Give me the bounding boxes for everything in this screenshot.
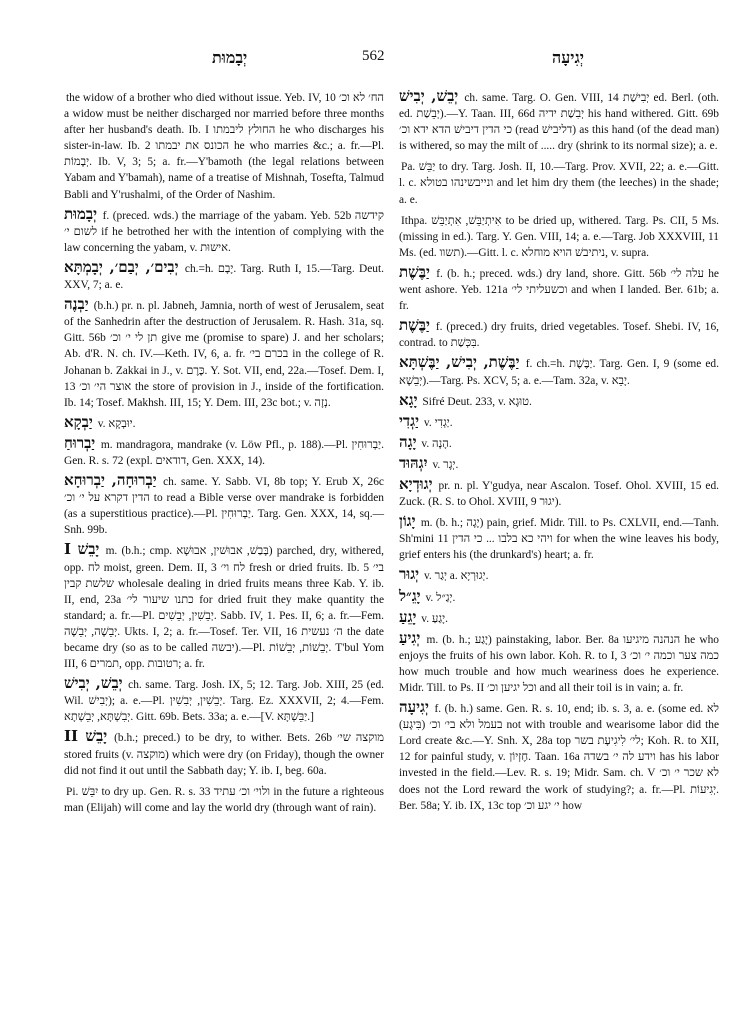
entry-text: f. (preced. wds.) the marriage of the yabam. Yeb. 52b קידשה לשום י׳ if he betrothed her with the intention of complying with the law concerning the yabam, v. אישוּת. [64, 209, 384, 254]
entry-text: m. (b. h.; יָגַע) painstaking, labor. Ber. 8a הנהנה מיגיעו he who enjoys the fruits of his own labor. Koh. R. to I, 3 כמה צער וכמה י׳ וכ׳ how much trouble and how much weariness does he experience. Midr. Till. to Ps. II וכל יגיען וכ׳ and all their toil is in vain; a. fr. [399, 633, 719, 694]
entry-text: m. (b.h.; cmp. בָּבַשׁ, אבוּשׁין, אבוּשָׁא) parched, dry, withered, opp. לח moist, green. Dem. II, 3 לח וי׳ fresh or dried fruits. Ib. 5 בי׳ שלשת קבין wholesale dealing in dried fruits means three Kab. Y. ib. II, end, 23a כתנו שיעור לי׳ for dried fruit they make quantity the standard; a. fr.—Pl. יְבֵשִׁין, יְבֵשִׁים. Sabb. IV, 1. Pes. II, 6; a. fr.—Fem. יְבֵשָׁה, יְבֵשָׁה. Ukts. I, 2; a. fr.—Tosef. Ter. VII, 16 ה׳ נעשית the date became dry (so as to be called יבשה).—Pl. יְבֵשׁוֹת, יְבֵשׁוֹת. T'bul Yom III, 6 תמרים, opp. רטובות; a. fr. [64, 545, 385, 671]
entry-headword: יְבִים׳, יְבַם׳, יְבָמְתָּא [64, 257, 179, 276]
entry-text: Sifré Deut. 233, v. טוּגָא. [422, 395, 532, 408]
entry-text: f. (b. h.) same. Gen. R. s. 10, end; ib. s. 3, a. e. (some ed. לא בעמל ולא בי׳ וכ׳ (בִּיגָע) not with trouble and wearisome labor did the Lord create &c.—Y. Snh. X, 28a top לי׳ לִיגִיעָת בשר; Koh. R. to XII, 12 for painful study, v. חֶזְיוֹן. Taan. 16a וידע לה י׳ בשדה has his labor invested in the field.—Lev. R. s. 19; Midr. Sam. ch. V לא שכר י׳ וכ׳ does not the Lord reward the work of studying?; a. fr.—Pl. יְגִיעוֹת. Ber. 58a; Y. ib. IX, 13c top י׳ יגע וכ׳ how [399, 703, 719, 812]
dictionary-entry [399, 513, 719, 563]
entry-text: v. יַגְדִי. [423, 416, 453, 429]
dictionary-entry [64, 435, 384, 469]
entry-headword: יַגְדִי [399, 411, 420, 430]
entry-headword: יַבְרוּחָה, יַבְרוּחָא [64, 471, 157, 490]
dictionary-entry [399, 476, 719, 510]
entry-headword: יְגִיעָה [399, 698, 429, 717]
entry-headword: יָגוֹן [399, 512, 416, 531]
entry-text: Ithpa. אִיתְיַבֵּשׁ, אִתְיַבֵּשׁ to be dried up, withered. Targ. Ps. CII, 5 Ms. (missing in ed.). Targ. Y. Gen. VIII, 14; a. e.—Targ. Job XXXVIII, 11 Ms. (ed. תשוו).—Gitt. l. c. ניתיבשׁ הויא מוחלא, v. supra. [399, 214, 719, 259]
dictionary-entry [64, 782, 384, 816]
page-number: 562 [362, 48, 385, 64]
entry-headword: יְבֵשׁ, יְבִישׁ [64, 674, 123, 693]
entry-headword: יַבְנֶה [64, 295, 89, 314]
dictionary-entry [399, 392, 719, 410]
dictionary-entry [399, 354, 719, 388]
dictionary-entry [399, 455, 719, 473]
entry-headword: יַבֶּשֶׁת [399, 262, 430, 281]
dictionary-entry [64, 259, 384, 293]
dictionary-entry [399, 264, 719, 314]
entry-headword: יְבָמוּת [64, 204, 98, 223]
entry-text: v. יוּבְקָא. [97, 417, 136, 430]
entry-text: f. (b. h.; preced. wds.) dry land, shore. Gitt. 56b עלה לי׳ he went ashore. Yeb. 121a וכשעליתי לי׳ and when I landed. Ber. 61b; a. fr. [399, 267, 719, 313]
entry-text: v. הָנָה. [421, 437, 452, 450]
left-running-head: יְבָמוּת [212, 48, 248, 67]
dictionary-entry [64, 675, 384, 725]
entry-headword: יְגוּדְיָא [399, 474, 433, 493]
entry-text: f. (preced.) dry fruits, dried vegetables. Tosef. Shebi. IV, 16, contrad. to בִּכְּשַׁת. [399, 321, 719, 350]
dictionary-entry [64, 472, 384, 538]
left-column [64, 88, 384, 819]
entry-text: the widow of a brother who died without issue. Yeb. IV, 10 הח׳ לא וכ׳ a widow must be neither discharged nor married before three months after her husband's death. Ib. I החולץ ליבמתו he who discharges his sister-in-law. Ib. 2 הכונס את יבמתו he who marries &c.; a. fr.—Pl. יְבָמוֹת. Ib. V, 3; 5; a. fr.—Y'bamoth (the legal relations between Yabam and Y'bamah), name of a treatise of Mishnah, Tosefta, Talmud Babli and Y'rushalmi, of the Order of Nashim. [64, 92, 384, 201]
entry-headword: יַבֶּשֶׁת, יְבִישׁ, יַבֶּשְׁתָּא [399, 353, 520, 372]
dictionary-entry [64, 728, 384, 778]
entry-text: m. mandragora, mandrake (v. Löw Pfl., p. 188).—Pl. יַבְרוּחִין. Gen. R. s. 72 (expl. דודאים, Gen. XXX, 14). [64, 438, 385, 467]
entry-text: f. ch.=h. יַבֶּשֶׁת. Targ. Gen. I, 9 (some ed. יְבֵשָׁא).—Targ. Ps. XCV, 5; a. e.—Tam. 32a, v. יָבֵא. [399, 358, 719, 387]
entry-text: ch.=h. יָבָם. Targ. Ruth I, 15.—Targ. Deut. XXV, 7; a. e. [64, 262, 384, 292]
entry-headword: יָגֵעַ [399, 607, 417, 626]
entry-text: ch. same. Targ. Josh. IX, 5; 12. Targ. Job. XIII, 25 (ed. Wil. יְבִישׁ); a. e.—Pl. יְבֵשִׁין, יְבִשִׁין. Targ. Ez. XXXVII, 2; 4.—Fem. יְבִשְׁתָּא, יְבֵשְׁתָא. Gitt. 69b. Bets. 33a; a. e.—[V. יַבֵּשְׁתָּא.] [64, 679, 385, 724]
right-running-head: יְגִיעָה [552, 48, 584, 67]
dictionary-entry [399, 211, 719, 261]
entry-text: v. יְגָר. [432, 458, 459, 471]
entry-text: m. (b. h.; יָגָה) pain, grief. Midr. Till. to Ps. CXLVII, end.—Tanh. Sh'mini 11 ויהי כא בלבו ... כי הדין for when the wine leaves his body, grief enters his (the drunkard's) heart; a. fr. [399, 517, 720, 562]
entry-text: ch. same. Targ. O. Gen. VIII, 14 יְבִישַׁת ed. Berl. (oth. ed. יְבֵשַׁת).—Y. Taan. III, 66d יְבִשַׁת ידיה his hand withered. Gitt. 69b כי הדין דיבישׁ הדא ידא וכ׳ (read דליבישׁ) as this hand (of the dead man) is withered, so may the milt of ..... dry (shrink to its normal size); a. e. [399, 92, 720, 153]
entry-text: v. יְגַר a. יְגוּרְיָא. [423, 570, 489, 583]
entry-headword: יַבְרוּחַ [64, 433, 96, 452]
dictionary-entry [64, 206, 384, 256]
entry-text: (b.h.; preced.) to be dry, to wither. Bets. 26b מוקצה שי׳ stored fruits (v. מוקצה) which were dry (on Friday), though the owner did not find it out until the Sabbath day; Y. ib. I, beg. 60a. [64, 732, 385, 777]
dictionary-entry [399, 609, 719, 627]
dictionary-entry [399, 699, 719, 814]
dictionary-entry [399, 434, 719, 452]
entry-headword: יָגָא [399, 390, 418, 409]
entry-headword: יִגְהּוּד [399, 453, 428, 472]
right-column [399, 88, 719, 817]
entry-headword: יָבֵשׁ II [64, 727, 108, 746]
entry-text: ch. same. Y. Sabb. VI, 8b top; Y. Erub X, 26c הדין דקרא על י׳ וכ׳ to read a Bible verse over mandrake is forbidden (as a superstitious practice).—Pl. יַבְרוּחִין. Targ. Gen. XXX, 14, sq.—Snh. 99b. [64, 476, 384, 537]
entry-text: Pa. יַבֵּשׁ to dry. Targ. Josh. II, 10.—Targ. Prov. XVII, 22; a. e.—Gitt. l. c. ונייבשינהו בטולא and let him dry them (the leeches) in the shade; a. e. [399, 161, 719, 206]
dictionary-entry [399, 157, 719, 207]
dictionary-entry [399, 88, 719, 154]
entry-text: Pi. יִבֵּשׁ to dry up. Gen. R. s. 33 ולוי׳ וכ׳ עתיד in the future a righteous man (Elijah) will come and lay the world dry (through want of rain). [64, 785, 384, 814]
page-header [62, 48, 708, 70]
entry-headword: יַבְקָא [64, 412, 93, 431]
entry-text: v. יְגַ״ל. [425, 591, 456, 604]
dictionary-entry [399, 413, 719, 431]
dictionary-entry [64, 541, 384, 672]
dictionary-entry [399, 566, 719, 584]
entry-headword: יָגֵ״ל [399, 586, 421, 605]
entry-headword: יְגִיעַ [399, 628, 421, 647]
entry-text: pr. n. pl. Y'gudya, near Ascalon. Tosef. Ohol. XVIII, 15 ed. Zuck. (R. S. to Ohol. XVIII, 9 יגוּר). [399, 479, 719, 509]
dictionary-entry [64, 88, 384, 203]
dictionary-entry [64, 414, 384, 432]
entry-headword: יַבֶּשֶׁת [399, 316, 430, 335]
entry-headword: יָבֵשׁ I [64, 540, 100, 559]
dictionary-entry [64, 296, 384, 411]
dictionary-entry [399, 317, 719, 351]
entry-headword: יְבֵשׁ, יְבִישׁ [399, 87, 459, 105]
dictionary-entry [399, 588, 719, 606]
dictionary-entry [399, 630, 719, 696]
entry-text: (b.h.) pr. n. pl. Jabneh, Jamnia, north of west of Jerusalem, seat of the Sanhedrin after the destruction of Jerusalem. R. Hash. 31a, sq. Gitt. 56b תן לי י׳ וכ׳ give me (promise to spare) J. and her scholars; Ab. d'R. N. ch. IV.—Keth. IV, 6, a. fr. בכרם בי׳ in the college of R. Johanan b. Zakkai in J., v. כֶּרֶם. Y. Sot. VII, end, 22a.—Tosef. Dem. I, 13 אוצר הי׳ וכ׳ the store of provision in J., inside of the fortification. Ib. 14; Tosef. Makhsh. III, 15; Y. Dem. III, 23c bot.; v. נְזָה. [64, 300, 385, 409]
entry-headword: יְגוּר [399, 565, 420, 584]
entry-text: v. יָגַעַ. [421, 612, 448, 625]
entry-headword: יָגָה [399, 432, 417, 451]
